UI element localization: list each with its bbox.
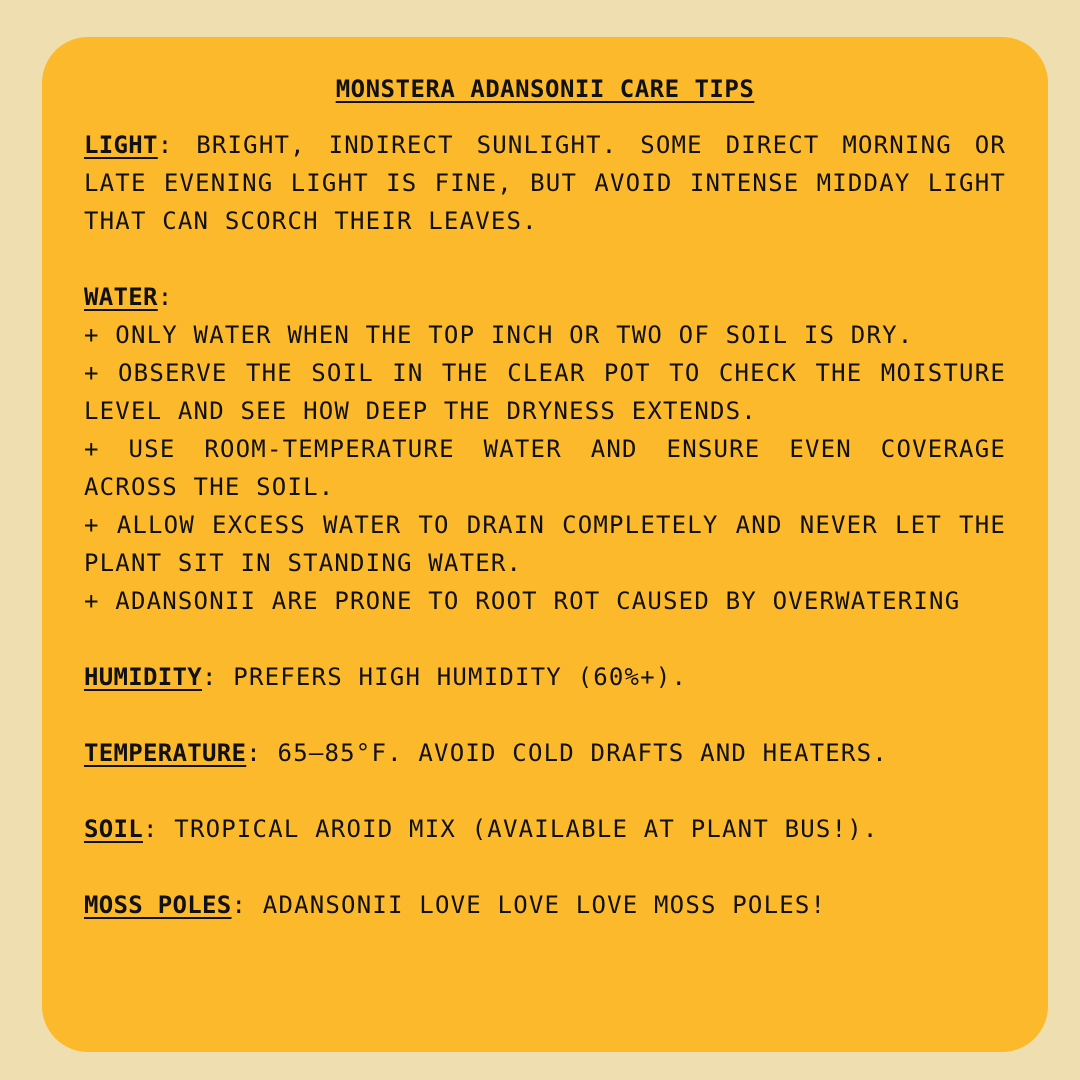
humidity-heading: HUMIDITY xyxy=(84,663,202,691)
temperature-separator: : xyxy=(246,739,262,767)
humidity-separator: : xyxy=(202,663,218,691)
temperature-text: 65–85°F. AVOID COLD DRAFTS AND HEATERS. xyxy=(261,739,888,767)
water-bullet: + ADANSONII ARE PRONE TO ROOT ROT CAUSED BY OVERWATERING xyxy=(84,587,961,615)
soil-section xyxy=(84,810,1006,848)
soil-heading: SOIL xyxy=(84,815,143,843)
water-bullet: + ALLOW EXCESS WATER TO DRAIN COMPLETELY AND NEVER LET THE PLANT SIT IN STANDING WATER. xyxy=(84,511,1006,577)
light-section xyxy=(84,126,1006,240)
page-title: MONSTERA ADANSONII CARE TIPS xyxy=(335,75,755,103)
water-bullet: + OBSERVE THE SOIL IN THE CLEAR POT TO CHECK THE MOISTURE LEVEL AND SEE HOW DEEP THE DRYNESS EXTENDS. xyxy=(84,359,1006,425)
light-heading: LIGHT xyxy=(84,131,158,159)
water-separator: : xyxy=(157,283,174,311)
moss-poles-heading: MOSS POLES xyxy=(84,891,232,919)
moss-poles-section xyxy=(84,886,1006,924)
moss-poles-text: ADANSONII LOVE LOVE LOVE MOSS POLES! xyxy=(247,891,827,919)
water-bullet: + ONLY WATER WHEN THE TOP INCH OR TWO OF SOIL IS DRY. xyxy=(84,321,914,349)
soil-separator: : xyxy=(143,815,159,843)
care-tips-content xyxy=(84,70,1006,962)
humidity-text: PREFERS HIGH HUMIDITY (60%+). xyxy=(217,663,688,691)
water-heading: WATER xyxy=(84,283,158,311)
light-separator: : xyxy=(157,131,174,159)
temperature-heading: TEMPERATURE xyxy=(84,739,247,767)
soil-text: TROPICAL AROID MIX (AVAILABLE AT PLANT BUS!). xyxy=(158,815,879,843)
humidity-section xyxy=(84,658,1006,696)
water-section xyxy=(84,278,1006,620)
water-heading-line xyxy=(84,278,1006,316)
water-bullet: + USE ROOM-TEMPERATURE WATER AND ENSURE EVEN COVERAGE ACROSS THE SOIL. xyxy=(84,435,1006,501)
light-text: BRIGHT, INDIRECT SUNLIGHT. SOME DIRECT MORNING OR LATE EVENING LIGHT IS FINE, BUT AVOID INTENSE MIDDAY LIGHT THAT CAN SCORCH THEIR LEAVES. xyxy=(84,131,1006,235)
temperature-section xyxy=(84,734,1006,772)
moss-poles-separator: : xyxy=(231,891,248,919)
